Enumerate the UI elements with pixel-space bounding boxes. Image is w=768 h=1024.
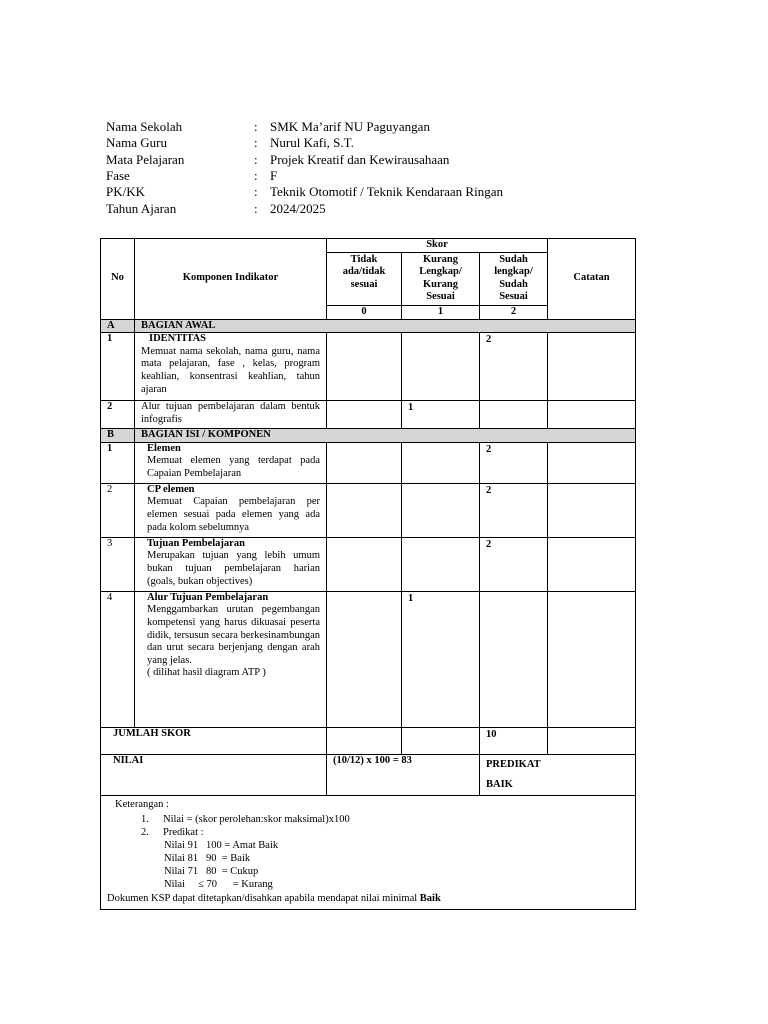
grade-row: [101, 754, 636, 795]
score-cell-1: [402, 727, 480, 754]
indicator-cell: [135, 591, 327, 727]
predikat-cell: [480, 754, 636, 795]
header-sudah-sesuai: [480, 252, 548, 305]
row-no: 2: [101, 401, 135, 429]
score-cell-0: [327, 483, 402, 537]
indicator-desc: Alur tujuan pembelajaran dalam bentuk infografis: [135, 401, 327, 429]
info-value: F: [270, 168, 278, 184]
section-code: A: [101, 319, 135, 333]
score-0: 0: [327, 305, 402, 319]
catatan-cell: [548, 483, 636, 537]
info-label: Nama Guru: [106, 135, 168, 151]
header-skor: Skor: [327, 239, 548, 253]
list-item: [141, 826, 629, 839]
score-cell-1: [402, 537, 480, 591]
info-colon: :: [254, 151, 258, 167]
header-line: Tidak: [350, 253, 378, 265]
header-no: No: [101, 239, 135, 320]
grade-label: NILAI: [101, 754, 327, 795]
notes-list: [107, 813, 629, 839]
predikat-rule: Nilai 91 100 = Amat Baik: [164, 840, 279, 851]
info-label: Fase: [106, 168, 130, 184]
info-colon: :: [254, 135, 258, 151]
score-cell-2: [480, 401, 548, 429]
indicator-title: CP elemen: [147, 483, 195, 495]
info-label: Tahun Ajaran: [106, 200, 177, 216]
notes-title: Keterangan :: [115, 798, 169, 810]
info-colon: :: [254, 119, 258, 135]
header-line: Kurang: [422, 278, 458, 290]
table-row: [101, 401, 636, 429]
info-colon: :: [254, 168, 258, 184]
approval-note-text: Dokumen KSP dapat ditetapkan/disahkan apabila mendapat nilai minimal: [107, 892, 420, 904]
indicator-cell: [135, 442, 327, 483]
info-colon: :: [254, 184, 258, 200]
row-no: 4: [101, 591, 135, 727]
info-value: 2024/2025: [270, 200, 326, 216]
notes-row: [101, 795, 636, 909]
score-cell-1: 1: [402, 401, 480, 429]
list-text: Predikat :: [163, 826, 204, 838]
row-no: 3: [101, 537, 135, 591]
indicator-desc: Memuat Capaian pembelajaran per elemen sesuai pada elemen yang ada pada kolom sebelumnya: [147, 496, 320, 533]
info-label: PK/KK: [106, 184, 146, 200]
section-row-b: [101, 429, 636, 443]
predikat-label: PREDIKAT: [486, 758, 541, 770]
catatan-cell: [548, 401, 636, 429]
score-cell-0: [327, 442, 402, 483]
table-row: [101, 483, 636, 537]
info-label: Mata Pelajaran: [106, 151, 185, 167]
header-row: [101, 239, 636, 253]
total-score-value: 10: [480, 727, 548, 754]
score-cell-2: 2: [480, 483, 548, 537]
section-title: BAGIAN ISI / KOMPONEN: [135, 429, 636, 443]
score-cell-0: [327, 333, 402, 401]
predikat-rule: Nilai 71 80 = Cukup: [164, 866, 259, 878]
indicator-title: Alur Tujuan Pembelajaran: [147, 591, 269, 603]
indicator-note: ( dilihat hasil diagram ATP ): [147, 667, 266, 679]
header-line: Sesuai: [499, 291, 528, 303]
row-no: 2: [101, 483, 135, 537]
indicator-cell: [135, 537, 327, 591]
list-text: Nilai = (skor perolehan:skor maksimal)x100: [163, 813, 350, 825]
header-line: Kurang: [422, 253, 458, 265]
info-row-tahun-ajaran: [106, 200, 503, 216]
header-line: lengkap/: [494, 266, 533, 278]
table-row: [101, 333, 636, 401]
header-line: Sesuai: [426, 291, 455, 303]
score-cell-2: [480, 591, 548, 727]
grade-formula: (10/12) x 100 = 83: [327, 754, 480, 795]
predikat-rule: Nilai ≤ 70 = Kurang: [164, 879, 273, 891]
notes-cell: [101, 795, 636, 909]
info-value: SMK Ma’arif NU Paguyangan: [270, 119, 430, 135]
score-cell-2: 2: [480, 537, 548, 591]
indicator-title: Tujuan Pembelajaran: [147, 537, 245, 549]
row-no: 1: [101, 333, 135, 401]
header-line: Lengkap/: [419, 266, 462, 278]
score-cell-1: [402, 333, 480, 401]
score-cell-2: 2: [480, 442, 548, 483]
header-komponen: Komponen Indikator: [135, 239, 327, 320]
score-cell-1: 1: [402, 591, 480, 727]
predikat-value: BAIK: [486, 778, 513, 790]
catatan-cell: [548, 333, 636, 401]
header-catatan: Catatan: [548, 239, 636, 320]
section-code: B: [101, 429, 135, 443]
row-no: 1: [101, 442, 135, 483]
score-2: 2: [480, 305, 548, 319]
score-1: 1: [402, 305, 480, 319]
section-row-a: [101, 319, 636, 333]
header-tidak-sesuai: [327, 252, 402, 305]
section-title: BAGIAN AWAL: [135, 319, 636, 333]
header-line: Sudah: [499, 278, 528, 290]
score-cell-0: [327, 537, 402, 591]
total-score-label: JUMLAH SKOR: [101, 727, 327, 754]
info-value: Projek Kreatif dan Kewirausahaan: [270, 151, 450, 167]
indicator-title: IDENTITAS: [149, 333, 206, 345]
approval-note-grade: Baik: [419, 892, 441, 904]
list-number: 2.: [141, 826, 149, 838]
info-label: Nama Sekolah: [106, 119, 183, 135]
score-cell-1: [402, 442, 480, 483]
catatan-cell: [548, 591, 636, 727]
predikat-rule: Nilai 81 90 = Baik: [164, 853, 251, 865]
indicator-desc: Memuat elemen yang terdapat pada Capaian Pembelajaran: [147, 455, 320, 479]
score-cell-0: [327, 591, 402, 727]
school-info-block: [106, 119, 503, 217]
score-cell-2: 2: [480, 333, 548, 401]
table-row: [101, 442, 636, 483]
assessment-table: [100, 238, 636, 910]
table-row: [101, 537, 636, 591]
info-value: Nurul Kafi, S.T.: [270, 135, 354, 151]
info-row-nama-guru: [106, 135, 503, 151]
score-cell-0: [327, 401, 402, 429]
header-line: sesuai: [350, 278, 378, 290]
info-colon: :: [254, 200, 258, 216]
score-cell-0: [327, 727, 402, 754]
info-row-mata-pelajaran: [106, 152, 503, 168]
indicator-cell: [135, 483, 327, 537]
approval-note: [107, 892, 629, 905]
list-item: [141, 813, 629, 826]
indicator-desc: Merupakan tujuan yang lebih umum bukan tujuan pembelajaran harian (goals, bukan objectives): [147, 550, 320, 587]
header-line: ada/tidak: [342, 266, 386, 278]
info-row-fase: [106, 168, 503, 184]
catatan-cell: [548, 727, 636, 754]
catatan-cell: [548, 537, 636, 591]
header-kurang-sesuai: [402, 252, 480, 305]
info-value: Teknik Otomotif / Teknik Kendaraan Ringan: [270, 184, 503, 200]
indicator-desc: Menggambarkan urutan pegembangan kompetensi yang harus dikuasai peserta didik, tersusun secara berkesinambungan dan urut secara berjenjang dengan arah yang jelas.: [147, 604, 320, 666]
list-number: 1.: [141, 813, 149, 825]
info-row-pk-kk: [106, 184, 503, 200]
table-row: [101, 591, 636, 727]
indicator-title: Elemen: [147, 442, 181, 454]
info-row-nama-sekolah: [106, 119, 503, 135]
header-line: Sudah: [499, 253, 528, 265]
indicator-cell: [135, 333, 327, 401]
indicator-desc: Memuat nama sekolah, nama guru, nama mata pelajaran, fase , kelas, program keahlian, konsentrasi keahlian, tahun ajaran: [141, 345, 320, 395]
total-score-row: [101, 727, 636, 754]
catatan-cell: [548, 442, 636, 483]
score-cell-1: [402, 483, 480, 537]
